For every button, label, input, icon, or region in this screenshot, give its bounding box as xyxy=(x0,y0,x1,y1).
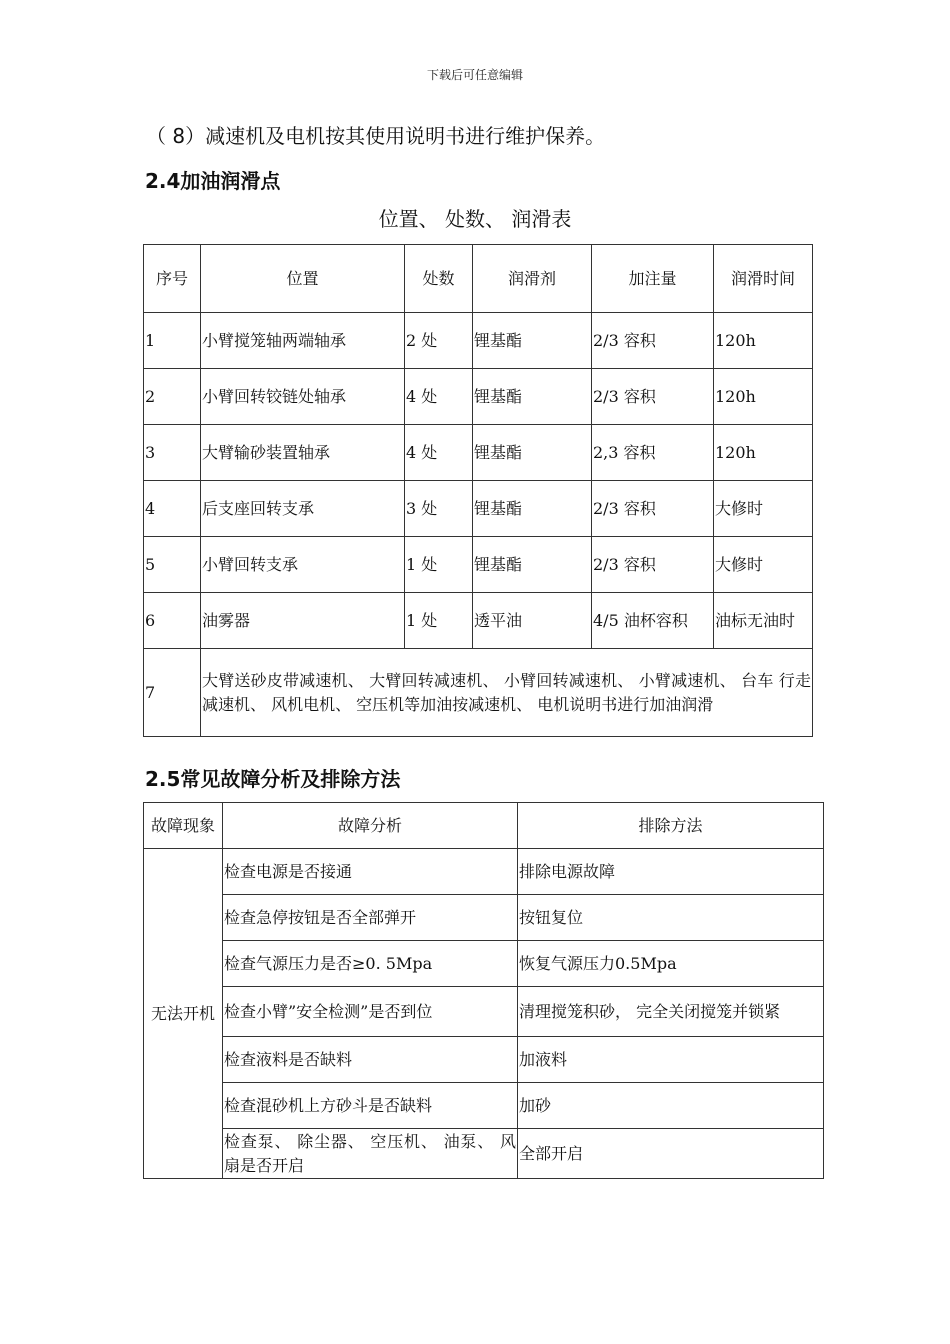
cell: 锂基酯 xyxy=(473,481,592,537)
cell: 1 xyxy=(144,313,201,369)
table-row xyxy=(144,1083,824,1129)
cell: 5 xyxy=(144,537,201,593)
cell: 4 处 xyxy=(405,425,473,481)
cell: 大修时 xyxy=(714,537,813,593)
cell: 6 xyxy=(144,593,201,649)
cell: 检查泵、 除尘器、 空压机、 油泵、 风扇是否开启 xyxy=(223,1129,518,1179)
cell: 油标无油时 xyxy=(714,593,813,649)
lubrication-table xyxy=(143,244,813,737)
table-row xyxy=(144,941,824,987)
col-header: 处数 xyxy=(405,245,473,313)
cell: 1 处 xyxy=(405,593,473,649)
cell: 大臂送砂皮带减速机、 大臂回转减速机、 小臂回转减速机、 小臂减速机、 台车 行走减速机、 风机电机、 空压机等加油按减速机、 电机说明书进行加油润滑 xyxy=(201,649,813,737)
cell: 2,3 容积 xyxy=(592,425,714,481)
page-header: 下载后可任意编辑 xyxy=(426,68,523,82)
col-header: 序号 xyxy=(144,245,201,313)
cell: 大修时 xyxy=(714,481,813,537)
col-header: 加注量 xyxy=(592,245,714,313)
cell: 2/3 容积 xyxy=(592,369,714,425)
cell: 检查小臂”安全检测”是否到位 xyxy=(223,987,518,1037)
cell: 120h xyxy=(714,369,813,425)
cell: 按钮复位 xyxy=(518,895,824,941)
cell: 油雾器 xyxy=(201,593,405,649)
cell: 检查气源压力是否≥0. 5Mpa xyxy=(223,941,518,987)
table-header-row xyxy=(144,803,824,849)
cell: 锂基酯 xyxy=(473,537,592,593)
cell: 小臂回转支承 xyxy=(201,537,405,593)
table-row xyxy=(144,849,824,895)
cell: 小臂搅笼轴两端轴承 xyxy=(201,313,405,369)
table-row xyxy=(144,1037,824,1083)
col-header: 故障分析 xyxy=(223,803,518,849)
table-caption: 位置、 处数、 润滑表 xyxy=(378,207,572,231)
cell: 2/3 容积 xyxy=(592,313,714,369)
maintenance-paragraph: （ 8）减速机及电机按其使用说明书进行维护保养。 xyxy=(146,124,606,148)
section-heading-lubrication: 2.4加油润滑点 xyxy=(145,169,281,193)
cell: 清理搅笼积砂， 完全关闭搅笼并锁紧 xyxy=(518,987,824,1037)
cell: 3 xyxy=(144,425,201,481)
cell: 透平油 xyxy=(473,593,592,649)
cell: 120h xyxy=(714,425,813,481)
cell: 全部开启 xyxy=(518,1129,824,1179)
cell: 锂基酯 xyxy=(473,425,592,481)
section-heading-faults: 2.5常见故障分析及排除方法 xyxy=(145,767,401,791)
table-header-row xyxy=(144,245,813,313)
cell: 2/3 容积 xyxy=(592,481,714,537)
cell: 加液料 xyxy=(518,1037,824,1083)
col-header: 润滑剂 xyxy=(473,245,592,313)
table-row xyxy=(144,649,813,737)
cell: 检查混砂机上方砂斗是否缺料 xyxy=(223,1083,518,1129)
cell: 4 xyxy=(144,481,201,537)
cell: 检查急停按钮是否全部弹开 xyxy=(223,895,518,941)
cell: 3 处 xyxy=(405,481,473,537)
cell: 120h xyxy=(714,313,813,369)
col-header: 润滑时间 xyxy=(714,245,813,313)
cell: 4/5 油杯容积 xyxy=(592,593,714,649)
table-row xyxy=(144,481,813,537)
fault-table xyxy=(143,802,824,1179)
cell: 2 xyxy=(144,369,201,425)
table-row xyxy=(144,1129,824,1179)
cell: 大臂输砂装置轴承 xyxy=(201,425,405,481)
symptom-cell: 无法开机 xyxy=(144,849,223,1179)
col-header: 位置 xyxy=(201,245,405,313)
cell: 后支座回转支承 xyxy=(201,481,405,537)
cell: 锂基酯 xyxy=(473,313,592,369)
table-row xyxy=(144,425,813,481)
col-header: 故障现象 xyxy=(144,803,223,849)
cell: 检查电源是否接通 xyxy=(223,849,518,895)
cell: 锂基酯 xyxy=(473,369,592,425)
table-row xyxy=(144,987,824,1037)
cell: 2 处 xyxy=(405,313,473,369)
cell: 1 处 xyxy=(405,537,473,593)
cell: 4 处 xyxy=(405,369,473,425)
cell: 检查液料是否缺料 xyxy=(223,1037,518,1083)
cell: 恢复气源压力0.5Mpa xyxy=(518,941,824,987)
cell: 2/3 容积 xyxy=(592,537,714,593)
table-row xyxy=(144,593,813,649)
cell: 加砂 xyxy=(518,1083,824,1129)
table-row xyxy=(144,537,813,593)
cell: 小臂回转铰链处轴承 xyxy=(201,369,405,425)
table-row xyxy=(144,313,813,369)
table-row xyxy=(144,895,824,941)
col-header: 排除方法 xyxy=(518,803,824,849)
table-row xyxy=(144,369,813,425)
cell: 7 xyxy=(144,649,201,737)
cell: 排除电源故障 xyxy=(518,849,824,895)
